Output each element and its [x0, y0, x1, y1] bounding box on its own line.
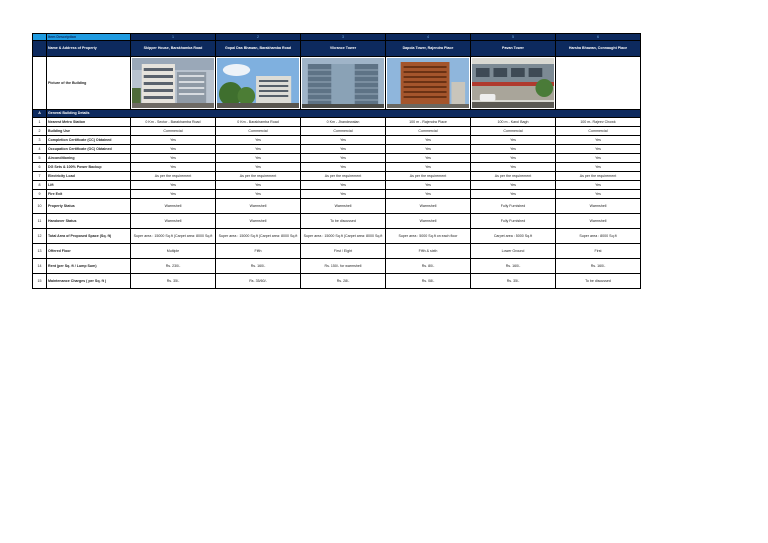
section-header: [33, 110, 641, 118]
cell-value: Yes: [556, 163, 641, 172]
row-label: Completion Certificate (CC) Obtained: [47, 136, 131, 145]
building-number: 3: [301, 34, 386, 41]
cell-value: 100 m - Karol Bagh: [471, 118, 556, 127]
cell-value: Rs. 160/-: [556, 259, 641, 274]
cell-value: Warmshell: [131, 199, 216, 214]
row-number: 15: [33, 274, 47, 289]
cell-value: As per the requirement: [386, 172, 471, 181]
row-number: [33, 57, 47, 110]
table-row: [33, 199, 641, 214]
cell-value: Yes: [471, 181, 556, 190]
item-description-label: Item Description: [47, 34, 131, 41]
cell-value: Yes: [471, 154, 556, 163]
table-row: [33, 163, 641, 172]
cell-value: Rs. 35/60/-: [216, 274, 301, 289]
header-name-row: [33, 41, 641, 57]
cell-value: Rs. 08/-: [386, 274, 471, 289]
table-row: [33, 118, 641, 127]
cell-value: Yes: [556, 190, 641, 199]
row-label: Electricity Load: [47, 172, 131, 181]
cell-value: As per the requirement: [471, 172, 556, 181]
cell-value: Yes: [301, 181, 386, 190]
picture-row: [33, 57, 641, 110]
cell-value: Super area : 5000 Sq.ft on each floor: [386, 229, 471, 244]
cell-value: Yes: [301, 163, 386, 172]
cell-value: Yes: [131, 145, 216, 154]
table-row: [33, 259, 641, 274]
cell-value: Super area : 15000 Sq.ft (Carpet area: 8000 Sq.ft: [301, 229, 386, 244]
cell-value: Yes: [131, 154, 216, 163]
row-number: 13: [33, 244, 47, 259]
cell-value: Yes: [386, 145, 471, 154]
cell-value: Warmshell: [386, 214, 471, 229]
building-number: 2: [216, 34, 301, 41]
row-number: 11: [33, 214, 47, 229]
row-label: Building Use: [47, 127, 131, 136]
row-label: Airconditioning: [47, 154, 131, 163]
building-photo: [471, 57, 556, 110]
row-number: 10: [33, 199, 47, 214]
cell-value: Commercial: [471, 127, 556, 136]
cell-value: First / Eight: [301, 244, 386, 259]
cell-value: Warmshell: [301, 199, 386, 214]
cell-value: Yes: [131, 181, 216, 190]
table-row: [33, 145, 641, 154]
row-label: DG Sets & 100% Power Backup: [47, 163, 131, 172]
cell-value: 0 Km - Sector - Barakhamba Road: [131, 118, 216, 127]
building-number: 6: [556, 34, 641, 41]
cell-value: Yes: [471, 145, 556, 154]
cell-value: Warmshell: [386, 199, 471, 214]
header-number-row: [33, 34, 641, 41]
cell-value: Yes: [471, 163, 556, 172]
building-photo: [386, 57, 471, 110]
cell-value: Rs. 35/-: [471, 274, 556, 289]
cell-value: Yes: [301, 190, 386, 199]
row-label: Fire Exit: [47, 190, 131, 199]
cell-value: As per the requirement: [131, 172, 216, 181]
row-number: 3: [33, 136, 47, 145]
header-corner: [33, 41, 47, 57]
cell-value: Yes: [216, 145, 301, 154]
row-label: Rent (per Sq. ft / Lump Sum): [47, 259, 131, 274]
row-number: 6: [33, 163, 47, 172]
table-row: [33, 244, 641, 259]
cell-value: Commercial: [216, 127, 301, 136]
cell-value: Yes: [216, 154, 301, 163]
header-corner: [33, 34, 47, 41]
cell-value: Carpet area : 5000 Sq.ft: [471, 229, 556, 244]
cell-value: Super area : 15000 Sq.ft (Carpet area: 8000 Sq.ft: [216, 229, 301, 244]
table-row: [33, 154, 641, 163]
row-number: 1: [33, 118, 47, 127]
cell-value: Yes: [471, 190, 556, 199]
cell-value: Lower Ground: [471, 244, 556, 259]
cell-value: Fully Furnished: [471, 214, 556, 229]
cell-value: Yes: [216, 181, 301, 190]
building-name: Dapola Tower, Rajendra Place: [386, 41, 471, 57]
section-title: General Building Details: [47, 110, 641, 118]
row-label: Picture of the Building: [47, 57, 131, 110]
row-number: 5: [33, 154, 47, 163]
table-row: [33, 214, 641, 229]
cell-value: Fifth: [216, 244, 301, 259]
cell-value: Yes: [386, 190, 471, 199]
building-photo-empty: [556, 57, 641, 110]
row-label: Property Status: [47, 199, 131, 214]
building-name: Vikrance Tower: [301, 41, 386, 57]
cell-value: Yes: [386, 163, 471, 172]
row-number: 4: [33, 145, 47, 154]
table-row: [33, 229, 641, 244]
cell-value: Commercial: [386, 127, 471, 136]
cell-value: Yes: [386, 154, 471, 163]
row-number: 9: [33, 190, 47, 199]
cell-value: Commercial: [131, 127, 216, 136]
row-label: Maintenance Charges ( per Sq. ft ): [47, 274, 131, 289]
cell-value: To be discussed: [556, 274, 641, 289]
cell-value: Rs. 160/-: [216, 259, 301, 274]
table-row: [33, 190, 641, 199]
cell-value: Yes: [556, 145, 641, 154]
cell-value: Yes: [131, 163, 216, 172]
cell-value: As per the requirement: [216, 172, 301, 181]
building-photo: [301, 57, 386, 110]
table-row: [33, 136, 641, 145]
cell-value: Yes: [301, 145, 386, 154]
cell-value: Yes: [216, 163, 301, 172]
cell-value: Warmshell: [216, 199, 301, 214]
cell-value: Rs. 35/-: [131, 274, 216, 289]
cell-value: Fully Furnished: [471, 199, 556, 214]
row-label: Lift: [47, 181, 131, 190]
cell-value: Yes: [471, 136, 556, 145]
table-row: [33, 181, 641, 190]
row-number: 14: [33, 259, 47, 274]
cell-value: Rs. 80/-: [386, 259, 471, 274]
cell-value: 100 m - Rajendra Place: [386, 118, 471, 127]
cell-value: Yes: [301, 136, 386, 145]
cell-value: Yes: [556, 136, 641, 145]
cell-value: 100 m- Rajeev Chowk: [556, 118, 641, 127]
building-name: Harsha Bhawan, Connaught Place: [556, 41, 641, 57]
table-row: [33, 172, 641, 181]
data-rows: [33, 118, 641, 289]
cell-value: Rs. 160/-: [471, 259, 556, 274]
cell-value: Yes: [556, 181, 641, 190]
cell-value: Yes: [556, 154, 641, 163]
cell-value: Yes: [216, 136, 301, 145]
row-number: 7: [33, 172, 47, 181]
cell-value: As per the requirement: [556, 172, 641, 181]
cell-value: As per the requirement: [301, 172, 386, 181]
cell-value: Commercial: [556, 127, 641, 136]
cell-value: First: [556, 244, 641, 259]
cell-value: 0 Km - Barakhamba Road: [216, 118, 301, 127]
row-number: 12: [33, 229, 47, 244]
row-label: Total Area of Proposed Space (Sq. ft): [47, 229, 131, 244]
cell-value: Rs. 150/- for warmshell: [301, 259, 386, 274]
cell-value: Warmshell: [556, 214, 641, 229]
cell-value: Yes: [131, 190, 216, 199]
cell-value: Warmshell: [131, 214, 216, 229]
cell-value: Yes: [216, 190, 301, 199]
building-name: Pavan Tower: [471, 41, 556, 57]
building-name: Skipper House, Barakhamba Road: [131, 41, 216, 57]
building-number: 4: [386, 34, 471, 41]
row-number: 2: [33, 127, 47, 136]
building-number: 5: [471, 34, 556, 41]
cell-value: Super area : 8000 Sq.ft: [556, 229, 641, 244]
cell-value: Warmshell: [216, 214, 301, 229]
cell-value: 0 Km - Jhandewalan: [301, 118, 386, 127]
cell-value: Multiple: [131, 244, 216, 259]
section-letter: A: [33, 110, 47, 118]
cell-value: Yes: [131, 136, 216, 145]
cell-value: Fifth & sixth: [386, 244, 471, 259]
cell-value: Yes: [386, 181, 471, 190]
row-label: Handover Status: [47, 214, 131, 229]
cell-value: To be discussed: [301, 214, 386, 229]
cell-value: Rs. 230/-: [131, 259, 216, 274]
row-label: Offered Floor: [47, 244, 131, 259]
cell-value: Super area : 15000 Sq.ft (Carpet area: 8000 Sq.ft: [131, 229, 216, 244]
building-number: 1: [131, 34, 216, 41]
cell-value: Yes: [386, 136, 471, 145]
row-number: 8: [33, 181, 47, 190]
table-row: [33, 127, 641, 136]
cell-value: Commercial: [301, 127, 386, 136]
building-photo: [131, 57, 216, 110]
cell-value: Warmshell: [556, 199, 641, 214]
table-row: [33, 274, 641, 289]
building-name: Gopal Das Bhawan, Barakhamba Road: [216, 41, 301, 57]
name-address-label: Name & Address of Property: [47, 41, 131, 57]
comparison-sheet: [32, 33, 641, 289]
row-label: Nearest Metro Station: [47, 118, 131, 127]
cell-value: Rs. 28/-: [301, 274, 386, 289]
cell-value: Yes: [301, 154, 386, 163]
building-photo: [216, 57, 301, 110]
row-label: Occupation Certificate (OC) Obtained: [47, 145, 131, 154]
